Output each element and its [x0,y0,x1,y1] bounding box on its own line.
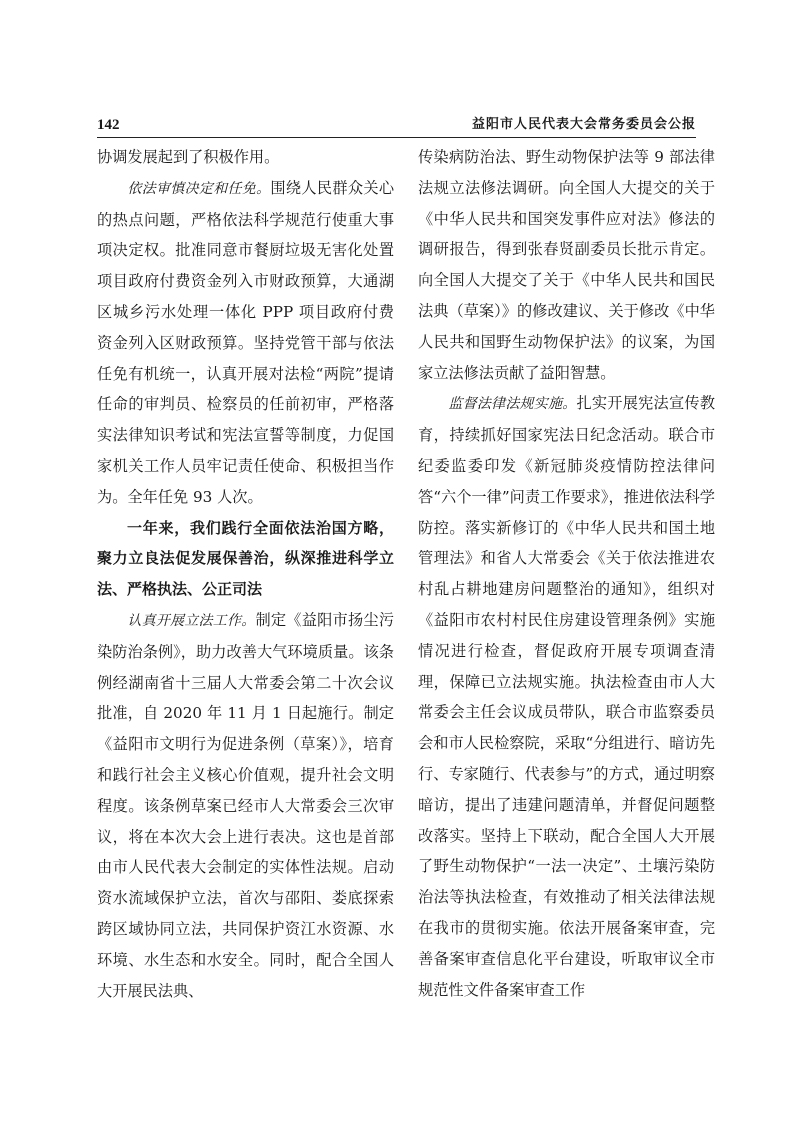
paragraph-lead: 依法审慎决定和任免。 [127,180,271,197]
paragraph-text: 围绕人民群众关心的热点问题，严格依法科学规范行使重大事项决定权。批准同意市餐厨垃圾无害化处置项目政府付费资金列入市财政预算，大通湖区城乡污水处理一体化 PPP 项目政府付费资金列入区财政预算。坚持党管干部与依法任免有机统一，认真开展对法检“两院”提请任命的审判员、检察员的任前初审，严格落实法律知识考试和宪法宣誓等制度，力促国家机关工作人员牢记责任使命、积极担当作为。全年任免 93 人次。 [97,178,395,506]
paragraph-lead: 认真开展立法工作。 [127,612,256,629]
paragraph-text: 传染病防治法、野生动物保护法等 9 部法律法规立法修法调研。向全国人大提交的关于《中华人民共和国突发事件应对法》修法的调研报告，得到张春贤副委员长批示肯定。向全国人大提交了关于《中华人民共和国民法典（草案）》的修改建议、关于修改《中华人民共和国野生动物保护法》的议案，为国家立法修法贡献了益阳智慧。 [418,148,715,382]
paragraph-text: 协调发展起到了积极作用。 [97,148,280,166]
header-rule [97,137,696,138]
paragraph [97,173,394,513]
page-number: 142 [97,117,120,133]
section-heading: 一年来，我们践行全面依法治国方略，聚力立良法促发展保善治，纵深推进科学立法、严格执法、公正司法 [97,518,394,599]
paragraph-text: 制定《益阳市扬尘污染防治条例》，助力改善大气环境质量。该条例经湖南省十三届人大常委会第二十次会议批准，自 2020 年 11 月 1 日起施行。制定《益阳市文明行为促进条例（草案）》，培育和践行社会主义核心价值观，提升社会文明程度。该条例草案已经市人大常委会三次审议，将在本次大会上进行表决。这也是首部由市人民代表大会制定的实体性法规。启动资水流域保护立法，首次与邵阳、娄底探索跨区域协同立法，共同保护资江水资源、水环境、水生态和水安全。同时，配合全国人大开展民法典、 [97,610,395,1000]
paragraph [97,605,394,1006]
paragraph-lead: 监督法律法规实施。 [448,396,577,413]
page-header [97,115,696,135]
right-column [418,142,715,1005]
journal-title: 益阳市人民代表大会常务委员会公报 [471,117,696,132]
left-column [97,142,394,1006]
paragraph [97,142,394,173]
paragraph [418,142,715,388]
paragraph [418,388,715,1005]
paragraph-text: 扎实开展宪法宣传教育，持续抓好国家宪法日纪念活动。联合市纪委监委印发《新冠肺炎疫情防控法律问答“六个一律”问责工作要求》，推进依法科学防控。落实新修订的《中华人民共和国土地管理法》和省人大常委会《关于依法推进农村乱占耕地建房问题整治的通知》，组织对《益阳市农村村民住房建设管理条例》实施情况进行检查，督促政府开展专项调查清理，保障已立法规实施。执法检查由市人大常委会主任会议成员带队，联合市监察委员会和市人民检察院，采取“分组进行、暗访先行、专家随行、代表参与”的方式，通过明察暗访，提出了违建问题清单，并督促问题整改落实。坚持上下联动，配合全国人大开展了野生动物保护“一法一决定”、土壤污染防治法等执法检查，有效推动了相关法律法规在我市的贯彻实施。依法开展备案审查，完善备案审查信息化平台建设，听取审议全市规范性文件备案审查工作 [418,394,716,999]
